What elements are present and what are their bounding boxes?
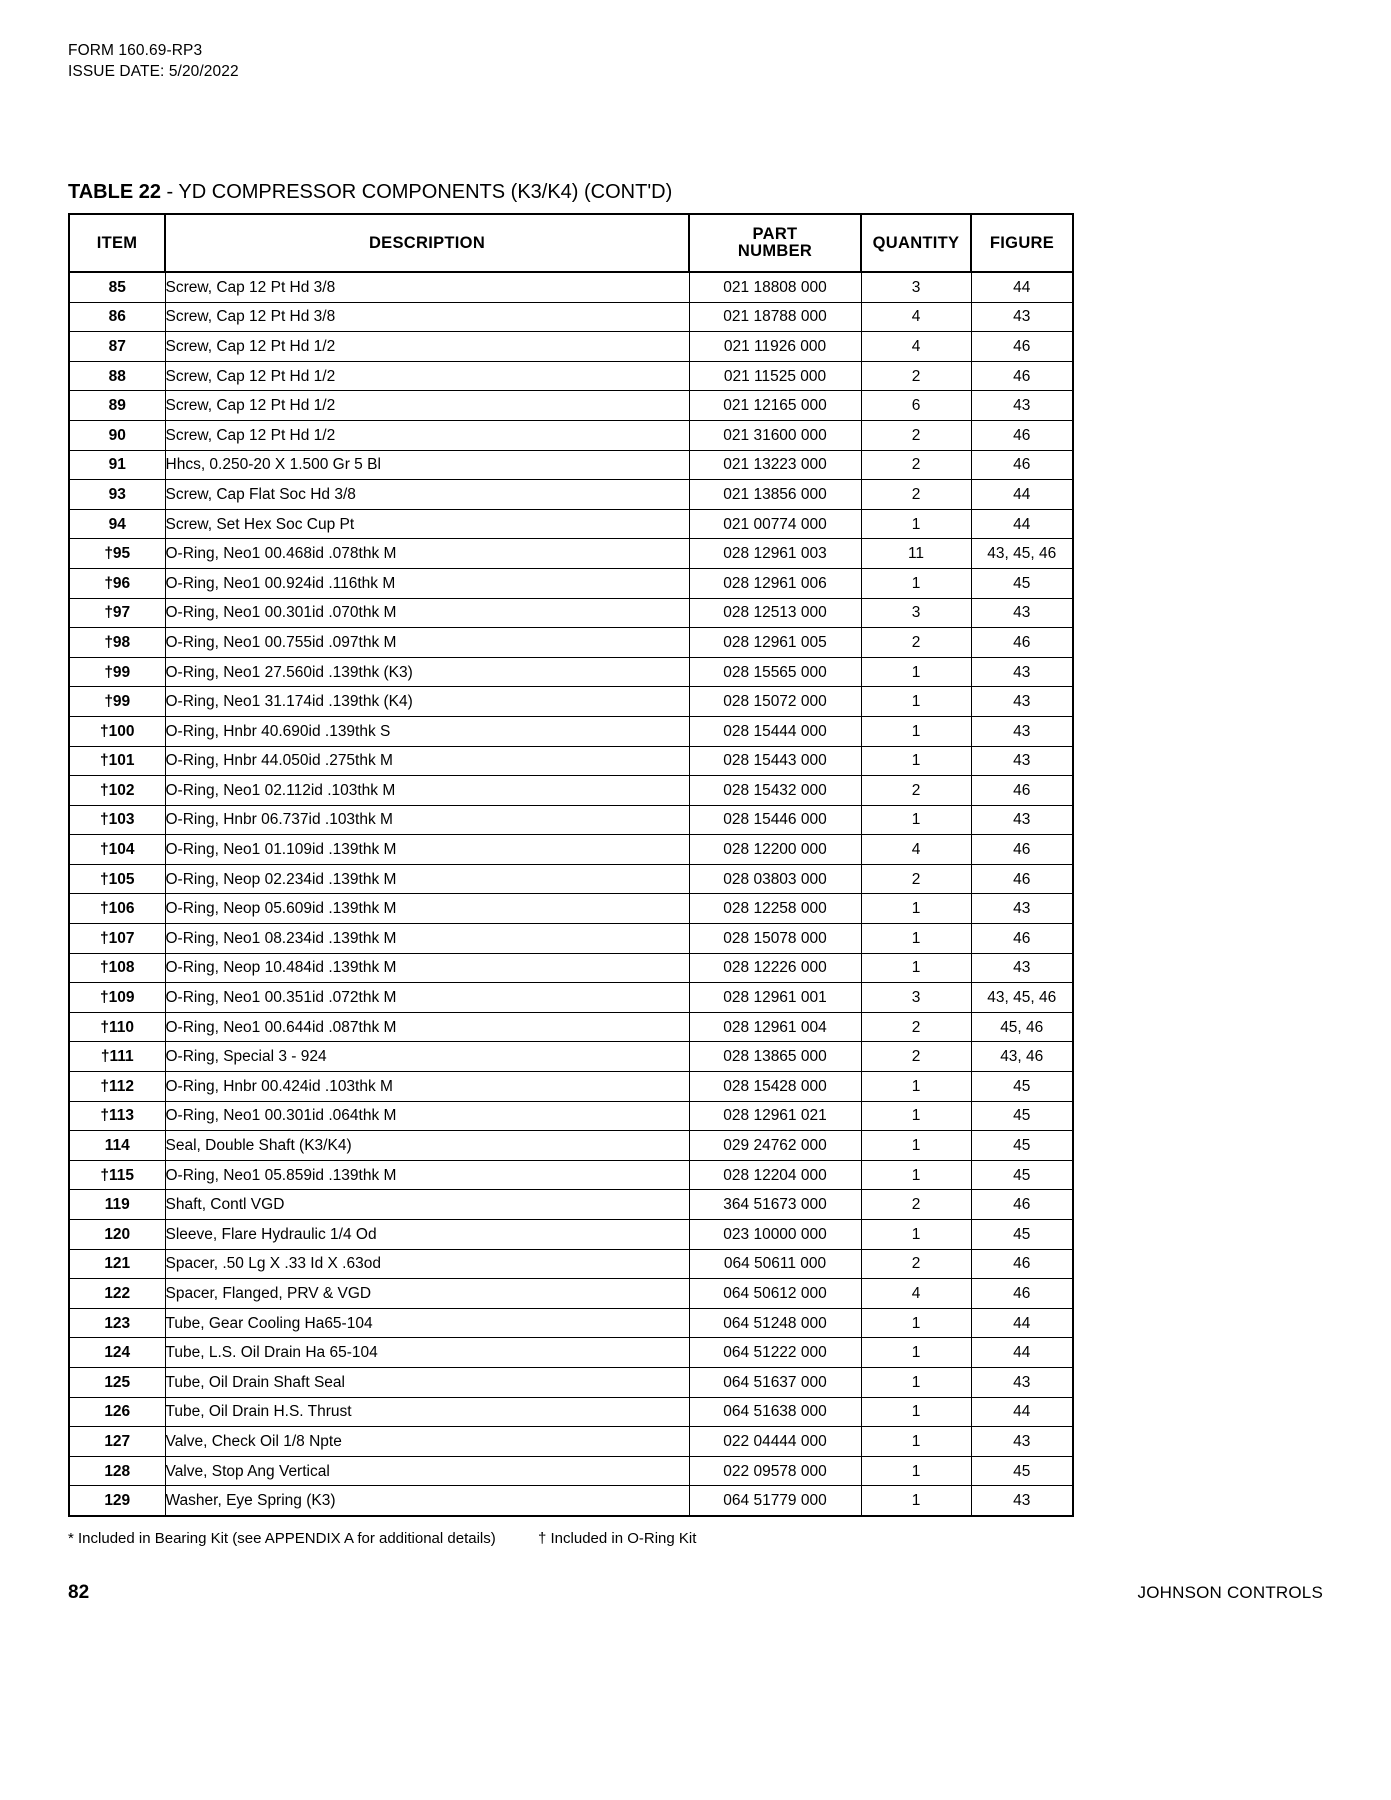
cell-description: O-Ring, Neo1 00.301id .070thk M: [165, 598, 689, 628]
cell-part-number: 028 12961 021: [689, 1101, 861, 1131]
column-header-description: DESCRIPTION: [165, 214, 689, 272]
cell-figure: 45: [971, 1131, 1073, 1161]
table-row: [69, 657, 1073, 687]
cell-item: 128: [69, 1456, 165, 1486]
cell-figure: 43: [971, 1427, 1073, 1457]
cell-quantity: 1: [861, 924, 971, 954]
cell-description: Tube, Oil Drain H.S. Thrust: [165, 1397, 689, 1427]
cell-quantity: 2: [861, 1012, 971, 1042]
cell-figure: 43: [971, 391, 1073, 421]
cell-part-number: 028 03803 000: [689, 864, 861, 894]
cell-item: 121: [69, 1249, 165, 1279]
cell-description: O-Ring, Neo1 00.755id .097thk M: [165, 628, 689, 658]
cell-description: Hhcs, 0.250-20 X 1.500 Gr 5 Bl: [165, 450, 689, 480]
cell-part-number: 021 12165 000: [689, 391, 861, 421]
column-header-part-number-line1: PART: [752, 225, 798, 243]
cell-item: 87: [69, 332, 165, 362]
cell-quantity: 3: [861, 272, 971, 302]
cell-description: Screw, Cap Flat Soc Hd 3/8: [165, 480, 689, 510]
cell-item: 90: [69, 420, 165, 450]
table-row: [69, 716, 1073, 746]
cell-figure: 43: [971, 657, 1073, 687]
cell-item: †105: [69, 864, 165, 894]
table-row: [69, 568, 1073, 598]
table-row: [69, 1367, 1073, 1397]
cell-figure: 43: [971, 716, 1073, 746]
cell-part-number: 064 51638 000: [689, 1397, 861, 1427]
cell-description: O-Ring, Neo1 31.174id .139thk (K4): [165, 687, 689, 717]
cell-figure: 46: [971, 450, 1073, 480]
cell-figure: 45: [971, 1072, 1073, 1102]
cell-figure: 44: [971, 1397, 1073, 1427]
footnote-oring-kit: † Included in O-Ring Kit: [538, 1529, 697, 1547]
cell-quantity: 2: [861, 450, 971, 480]
cell-part-number: 021 18788 000: [689, 302, 861, 332]
cell-quantity: 2: [861, 1190, 971, 1220]
cell-part-number: 022 04444 000: [689, 1427, 861, 1457]
cell-figure: 43: [971, 598, 1073, 628]
cell-description: Valve, Check Oil 1/8 Npte: [165, 1427, 689, 1457]
cell-description: Screw, Cap 12 Pt Hd 1/2: [165, 391, 689, 421]
cell-figure: 46: [971, 835, 1073, 865]
cell-item: †96: [69, 568, 165, 598]
cell-part-number: 021 13223 000: [689, 450, 861, 480]
cell-quantity: 1: [861, 509, 971, 539]
table-row: [69, 1042, 1073, 1072]
cell-figure: 46: [971, 420, 1073, 450]
document-header: [68, 40, 1323, 82]
cell-description: O-Ring, Neo1 00.301id .064thk M: [165, 1101, 689, 1131]
cell-quantity: 2: [861, 420, 971, 450]
cell-quantity: 2: [861, 776, 971, 806]
cell-part-number: 028 12961 001: [689, 983, 861, 1013]
cell-figure: 46: [971, 1279, 1073, 1309]
cell-quantity: 1: [861, 1456, 971, 1486]
cell-quantity: 1: [861, 1131, 971, 1161]
cell-figure: 43: [971, 687, 1073, 717]
table-row: [69, 480, 1073, 510]
cell-item: 93: [69, 480, 165, 510]
cell-description: O-Ring, Neo1 08.234id .139thk M: [165, 924, 689, 954]
cell-part-number: 028 12513 000: [689, 598, 861, 628]
table-row: [69, 1279, 1073, 1309]
cell-quantity: 1: [861, 1072, 971, 1102]
table-row: [69, 1012, 1073, 1042]
cell-description: Screw, Cap 12 Pt Hd 3/8: [165, 272, 689, 302]
table-row: [69, 628, 1073, 658]
cell-part-number: 028 13865 000: [689, 1042, 861, 1072]
cell-description: O-Ring, Neop 05.609id .139thk M: [165, 894, 689, 924]
table-row: [69, 1338, 1073, 1368]
cell-description: O-Ring, Neo1 00.924id .116thk M: [165, 568, 689, 598]
cell-item: 91: [69, 450, 165, 480]
table-row: [69, 1160, 1073, 1190]
cell-description: Washer, Eye Spring (K3): [165, 1486, 689, 1516]
cell-part-number: 028 15078 000: [689, 924, 861, 954]
table-row: [69, 1427, 1073, 1457]
cell-description: Screw, Cap 12 Pt Hd 1/2: [165, 332, 689, 362]
cell-quantity: 1: [861, 953, 971, 983]
cell-figure: 46: [971, 1190, 1073, 1220]
cell-figure: 45: [971, 1101, 1073, 1131]
cell-figure: 44: [971, 1308, 1073, 1338]
cell-figure: 43: [971, 746, 1073, 776]
cell-description: O-Ring, Neo1 01.109id .139thk M: [165, 835, 689, 865]
cell-quantity: 2: [861, 864, 971, 894]
cell-part-number: 028 15428 000: [689, 1072, 861, 1102]
column-header-part-number: [689, 214, 861, 272]
cell-item: †103: [69, 805, 165, 835]
cell-item: †102: [69, 776, 165, 806]
cell-item: †101: [69, 746, 165, 776]
page-footer: [68, 1582, 1323, 1604]
cell-quantity: 1: [861, 687, 971, 717]
cell-description: Valve, Stop Ang Vertical: [165, 1456, 689, 1486]
table-row: [69, 1072, 1073, 1102]
cell-quantity: 1: [861, 657, 971, 687]
page-number: 82: [68, 1582, 90, 1603]
cell-figure: 43, 45, 46: [971, 539, 1073, 569]
table-row: [69, 302, 1073, 332]
cell-figure: 44: [971, 480, 1073, 510]
table-header-row: [69, 214, 1073, 272]
cell-description: O-Ring, Neo1 02.112id .103thk M: [165, 776, 689, 806]
table-row: [69, 953, 1073, 983]
table-row: [69, 420, 1073, 450]
cell-description: Shaft, Contl VGD: [165, 1190, 689, 1220]
table-caption: [68, 180, 1323, 204]
cell-item: †106: [69, 894, 165, 924]
cell-figure: 43: [971, 805, 1073, 835]
cell-figure: 45: [971, 1160, 1073, 1190]
cell-description: O-Ring, Hnbr 40.690id .139thk S: [165, 716, 689, 746]
cell-quantity: 3: [861, 983, 971, 1013]
cell-description: O-Ring, Hnbr 44.050id .275thk M: [165, 746, 689, 776]
cell-quantity: 1: [861, 1308, 971, 1338]
cell-quantity: 1: [861, 1220, 971, 1250]
table-row: [69, 983, 1073, 1013]
table-row: [69, 450, 1073, 480]
cell-item: 122: [69, 1279, 165, 1309]
cell-description: Sleeve, Flare Hydraulic 1/4 Od: [165, 1220, 689, 1250]
cell-part-number: 064 51248 000: [689, 1308, 861, 1338]
cell-part-number: 064 50611 000: [689, 1249, 861, 1279]
cell-part-number: 023 10000 000: [689, 1220, 861, 1250]
cell-description: O-Ring, Neop 10.484id .139thk M: [165, 953, 689, 983]
cell-item: †99: [69, 657, 165, 687]
cell-quantity: 2: [861, 628, 971, 658]
cell-part-number: 028 15444 000: [689, 716, 861, 746]
table-row: [69, 509, 1073, 539]
table-row: [69, 1131, 1073, 1161]
cell-item: 85: [69, 272, 165, 302]
cell-item: 125: [69, 1367, 165, 1397]
cell-part-number: 028 15432 000: [689, 776, 861, 806]
table-row: [69, 272, 1073, 302]
table-row: [69, 391, 1073, 421]
column-header-figure: FIGURE: [971, 214, 1073, 272]
cell-part-number: 028 15446 000: [689, 805, 861, 835]
cell-description: O-Ring, Hnbr 06.737id .103thk M: [165, 805, 689, 835]
cell-part-number: 021 31600 000: [689, 420, 861, 450]
cell-quantity: 2: [861, 1249, 971, 1279]
cell-part-number: 029 24762 000: [689, 1131, 861, 1161]
cell-figure: 44: [971, 509, 1073, 539]
cell-item: †113: [69, 1101, 165, 1131]
cell-part-number: 028 12961 004: [689, 1012, 861, 1042]
cell-item: †115: [69, 1160, 165, 1190]
cell-item: †100: [69, 716, 165, 746]
table-row: [69, 1190, 1073, 1220]
table-row: [69, 687, 1073, 717]
cell-description: Tube, Gear Cooling Ha65-104: [165, 1308, 689, 1338]
cell-quantity: 1: [861, 1427, 971, 1457]
column-header-quantity: QUANTITY: [861, 214, 971, 272]
cell-figure: 45: [971, 568, 1073, 598]
cell-description: Spacer, Flanged, PRV & VGD: [165, 1279, 689, 1309]
cell-item: †108: [69, 953, 165, 983]
cell-figure: 43, 46: [971, 1042, 1073, 1072]
cell-description: O-Ring, Neop 02.234id .139thk M: [165, 864, 689, 894]
cell-figure: 46: [971, 628, 1073, 658]
cell-description: Screw, Cap 12 Pt Hd 1/2: [165, 361, 689, 391]
company-name: JOHNSON CONTROLS: [1137, 1583, 1323, 1602]
cell-quantity: 1: [861, 746, 971, 776]
cell-part-number: 028 12961 006: [689, 568, 861, 598]
cell-part-number: 028 12961 003: [689, 539, 861, 569]
cell-item: †97: [69, 598, 165, 628]
footnotes: [68, 1529, 1323, 1548]
cell-item: 123: [69, 1308, 165, 1338]
cell-item: 126: [69, 1397, 165, 1427]
cell-part-number: 028 15072 000: [689, 687, 861, 717]
cell-item: 86: [69, 302, 165, 332]
cell-description: Screw, Cap 12 Pt Hd 3/8: [165, 302, 689, 332]
cell-quantity: 1: [861, 1338, 971, 1368]
cell-quantity: 1: [861, 1160, 971, 1190]
cell-quantity: 4: [861, 332, 971, 362]
cell-description: O-Ring, Neo1 27.560id .139thk (K3): [165, 657, 689, 687]
cell-figure: 43: [971, 894, 1073, 924]
cell-item: 119: [69, 1190, 165, 1220]
cell-item: †112: [69, 1072, 165, 1102]
cell-quantity: 3: [861, 598, 971, 628]
cell-item: †107: [69, 924, 165, 954]
cell-description: O-Ring, Neo1 05.859id .139thk M: [165, 1160, 689, 1190]
cell-description: O-Ring, Neo1 00.351id .072thk M: [165, 983, 689, 1013]
table-row: [69, 1249, 1073, 1279]
cell-part-number: 021 00774 000: [689, 509, 861, 539]
cell-quantity: 4: [861, 1279, 971, 1309]
cell-part-number: 021 11525 000: [689, 361, 861, 391]
cell-part-number: 364 51673 000: [689, 1190, 861, 1220]
cell-figure: 45: [971, 1220, 1073, 1250]
cell-part-number: 064 51222 000: [689, 1338, 861, 1368]
cell-quantity: 1: [861, 1367, 971, 1397]
cell-item: 127: [69, 1427, 165, 1457]
cell-item: 88: [69, 361, 165, 391]
cell-quantity: 1: [861, 568, 971, 598]
caption-separator: -: [160, 181, 179, 203]
table-row: [69, 805, 1073, 835]
table-title: YD COMPRESSOR COMPONENTS (K3/K4) (CONT'D): [178, 181, 673, 203]
cell-quantity: 2: [861, 361, 971, 391]
cell-figure: 44: [971, 272, 1073, 302]
cell-part-number: 028 15565 000: [689, 657, 861, 687]
cell-figure: 46: [971, 924, 1073, 954]
cell-quantity: 2: [861, 480, 971, 510]
cell-quantity: 11: [861, 539, 971, 569]
footnote-bearing-kit: * Included in Bearing Kit (see APPENDIX A for additional details): [68, 1529, 496, 1547]
cell-description: Tube, L.S. Oil Drain Ha 65-104: [165, 1338, 689, 1368]
cell-figure: 43: [971, 302, 1073, 332]
cell-quantity: 1: [861, 1486, 971, 1516]
cell-item: 129: [69, 1486, 165, 1516]
cell-part-number: 064 51637 000: [689, 1367, 861, 1397]
cell-description: O-Ring, Hnbr 00.424id .103thk M: [165, 1072, 689, 1102]
table-row: [69, 332, 1073, 362]
cell-item: †110: [69, 1012, 165, 1042]
cell-quantity: 1: [861, 716, 971, 746]
cell-item: †104: [69, 835, 165, 865]
table-row: [69, 1220, 1073, 1250]
cell-figure: 46: [971, 1249, 1073, 1279]
cell-quantity: 1: [861, 805, 971, 835]
cell-item: †95: [69, 539, 165, 569]
cell-description: Spacer, .50 Lg X .33 Id X .63od: [165, 1249, 689, 1279]
cell-figure: 43: [971, 1486, 1073, 1516]
cell-quantity: 4: [861, 835, 971, 865]
cell-figure: 45: [971, 1456, 1073, 1486]
cell-figure: 45, 46: [971, 1012, 1073, 1042]
column-header-item: ITEM: [69, 214, 165, 272]
table-row: [69, 776, 1073, 806]
table-row: [69, 1397, 1073, 1427]
table-row: [69, 864, 1073, 894]
cell-figure: 43: [971, 953, 1073, 983]
cell-item: †99: [69, 687, 165, 717]
table-row: [69, 1308, 1073, 1338]
cell-part-number: 028 12961 005: [689, 628, 861, 658]
cell-item: †111: [69, 1042, 165, 1072]
table-number: TABLE 22: [68, 181, 161, 203]
column-header-part-number-line2: NUMBER: [737, 242, 813, 260]
cell-description: Screw, Cap 12 Pt Hd 1/2: [165, 420, 689, 450]
table-row: [69, 924, 1073, 954]
cell-part-number: 021 18808 000: [689, 272, 861, 302]
cell-item: 114: [69, 1131, 165, 1161]
cell-item: 124: [69, 1338, 165, 1368]
cell-item: 94: [69, 509, 165, 539]
issue-date: ISSUE DATE: 5/20/2022: [68, 63, 239, 80]
cell-description: O-Ring, Neo1 00.644id .087thk M: [165, 1012, 689, 1042]
cell-item: †109: [69, 983, 165, 1013]
form-number: FORM 160.69-RP3: [68, 42, 203, 59]
table-row: [69, 1456, 1073, 1486]
cell-part-number: 021 11926 000: [689, 332, 861, 362]
table-row: [69, 1486, 1073, 1516]
cell-figure: 44: [971, 1338, 1073, 1368]
cell-description: O-Ring, Neo1 00.468id .078thk M: [165, 539, 689, 569]
table-row: [69, 894, 1073, 924]
cell-part-number: 028 12258 000: [689, 894, 861, 924]
cell-part-number: 021 13856 000: [689, 480, 861, 510]
cell-quantity: 1: [861, 1397, 971, 1427]
cell-part-number: 028 15443 000: [689, 746, 861, 776]
cell-figure: 46: [971, 332, 1073, 362]
cell-figure: 43, 45, 46: [971, 983, 1073, 1013]
cell-part-number: 028 12226 000: [689, 953, 861, 983]
cell-description: Tube, Oil Drain Shaft Seal: [165, 1367, 689, 1397]
cell-quantity: 1: [861, 1101, 971, 1131]
cell-quantity: 2: [861, 1042, 971, 1072]
table-row: [69, 361, 1073, 391]
table-row: [69, 746, 1073, 776]
cell-figure: 46: [971, 776, 1073, 806]
parts-table: [68, 213, 1074, 1517]
cell-item: 120: [69, 1220, 165, 1250]
cell-item: †98: [69, 628, 165, 658]
cell-part-number: 022 09578 000: [689, 1456, 861, 1486]
cell-description: Screw, Set Hex Soc Cup Pt: [165, 509, 689, 539]
cell-part-number: 028 12204 000: [689, 1160, 861, 1190]
cell-part-number: 064 50612 000: [689, 1279, 861, 1309]
table-row: [69, 539, 1073, 569]
table-row: [69, 1101, 1073, 1131]
cell-figure: 43: [971, 1367, 1073, 1397]
cell-quantity: 1: [861, 894, 971, 924]
table-row: [69, 835, 1073, 865]
cell-part-number: 064 51779 000: [689, 1486, 861, 1516]
cell-description: Seal, Double Shaft (K3/K4): [165, 1131, 689, 1161]
cell-quantity: 6: [861, 391, 971, 421]
cell-description: O-Ring, Special 3 - 924: [165, 1042, 689, 1072]
cell-figure: 46: [971, 361, 1073, 391]
cell-item: 89: [69, 391, 165, 421]
cell-part-number: 028 12200 000: [689, 835, 861, 865]
parts-table-body: [69, 272, 1073, 1516]
cell-quantity: 4: [861, 302, 971, 332]
table-row: [69, 598, 1073, 628]
cell-figure: 46: [971, 864, 1073, 894]
